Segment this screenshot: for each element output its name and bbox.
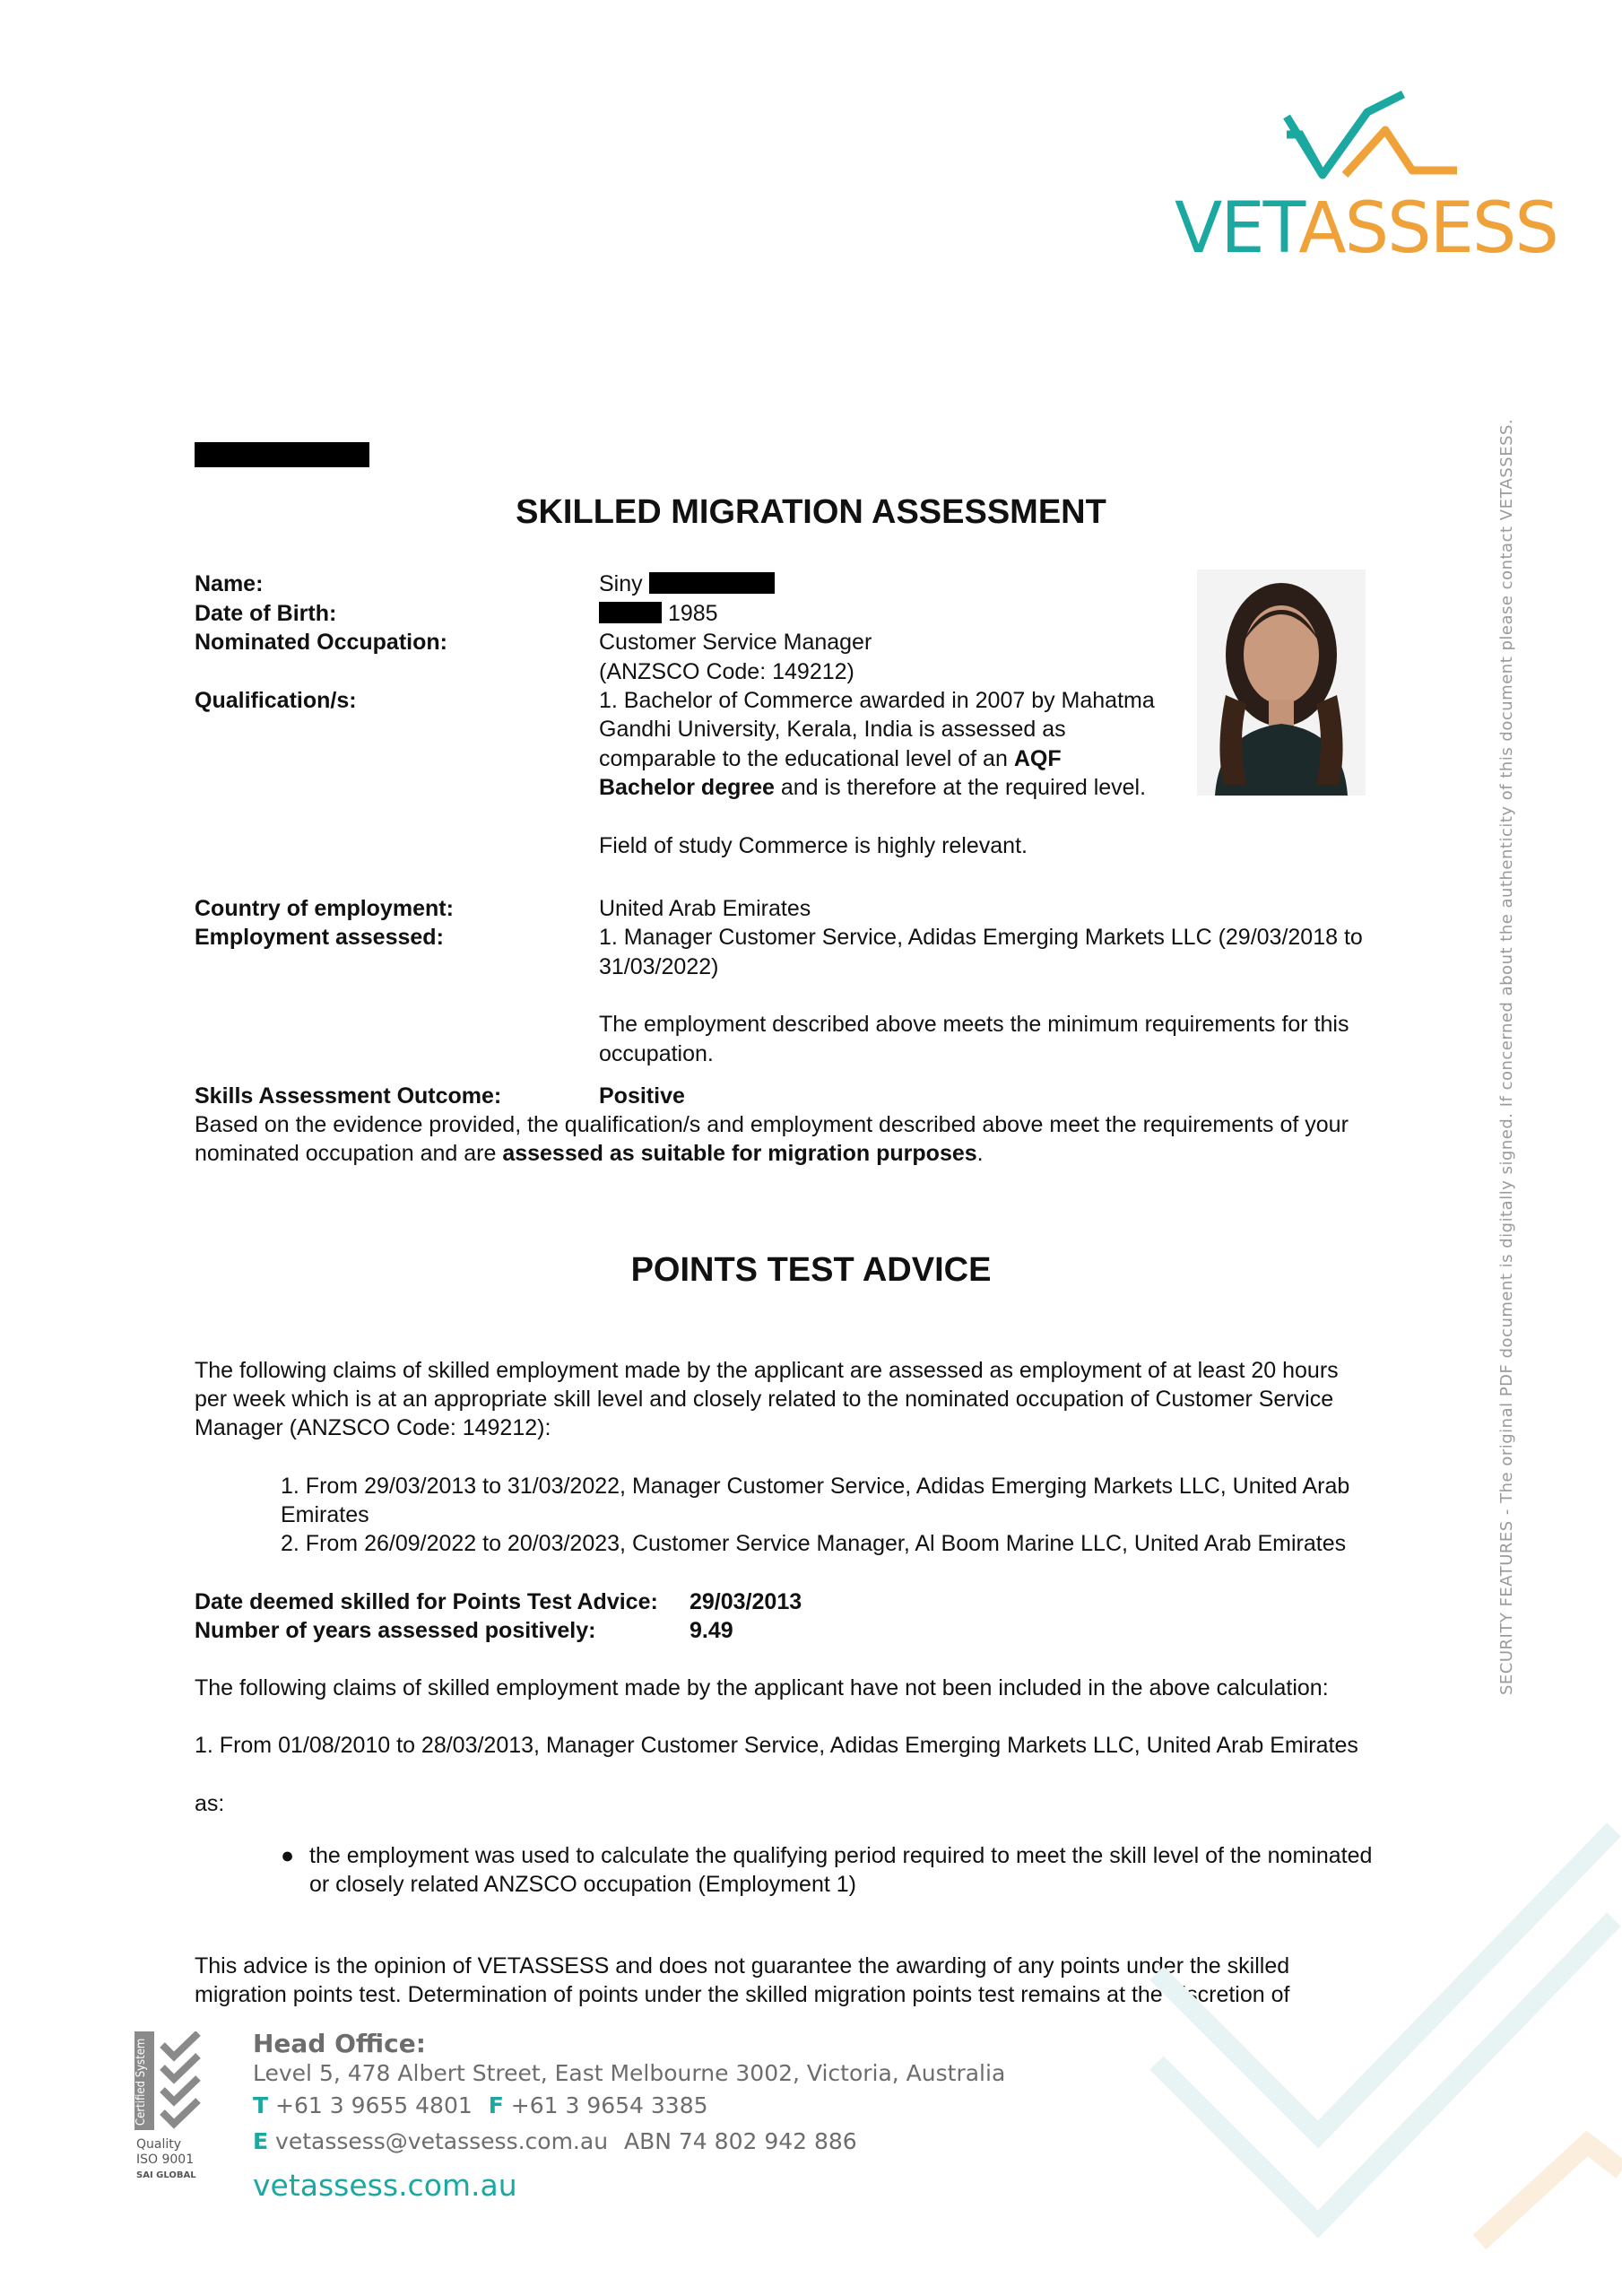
page-title: SKILLED MIGRATION ASSESSMENT	[516, 493, 1106, 531]
as-label: as:	[195, 1791, 225, 1816]
cert-label-3: ISO 9001	[136, 2152, 195, 2167]
points-intro-1: The following claims of skilled employment made by the applicant are assessed as employment of at least 20 hours	[195, 1358, 1339, 1383]
qualification-line-1: 1. Bachelor of Commerce awarded in 2007 by Mahatma	[599, 688, 1155, 713]
employment-line-1: 1. Manager Customer Service, Adidas Emerging Markets LLC (29/03/2018 to	[599, 925, 1363, 950]
years-value: 9.49	[690, 1618, 733, 1643]
outcome-label: Skills Assessment Outcome:	[195, 1083, 502, 1109]
footer-email-abn: E vetassess@vetassess.com.au ABN 74 802 942 886	[253, 2128, 857, 2154]
years-label: Number of years assessed positively:	[195, 1618, 596, 1643]
employment-line-2: 31/03/2022)	[599, 954, 719, 979]
points-item-1a: 1. From 29/03/2013 to 31/03/2022, Manager Customer Service, Adidas Emerging Markets LLC, United Arab	[281, 1474, 1350, 1499]
occupation-value-1: Customer Service Manager	[599, 630, 872, 655]
occupation-label: Nominated Occupation:	[195, 630, 447, 655]
date-deemed-value: 29/03/2013	[690, 1589, 802, 1614]
vetassess-logo	[1175, 90, 1557, 278]
employment-note-2: occupation.	[599, 1041, 714, 1066]
outcome-text-1: Based on the evidence provided, the qualification/s and employment described above meet the requirements of your	[195, 1112, 1349, 1137]
dob-label: Date of Birth:	[195, 601, 337, 626]
logo-check-icon	[1175, 90, 1533, 188]
date-deemed-label: Date deemed skilled for Points Test Advice:	[195, 1589, 658, 1614]
bullet-line-2: or closely related ANZSCO occupation (Employment 1)	[309, 1872, 856, 1897]
person-photo-icon	[1197, 570, 1366, 796]
outcome-text-2: nominated occupation and are assessed as suitable for migration purposes.	[195, 1141, 984, 1166]
points-item-2: 2. From 26/09/2022 to 20/03/2023, Customer Service Manager, Al Boom Marine LLC, United Arab Emirates	[281, 1531, 1347, 1556]
security-features-text: SECURITY FEATURES - The original PDF document is digitally signed. If concerned about the authenticity of this document please contact VETASSESS.	[1497, 418, 1516, 1695]
background-chevron-decoration	[1139, 1812, 1622, 2296]
footer-address: Level 5, 478 Albert Street, East Melbourne 3002, Victoria, Australia	[253, 2060, 1006, 2086]
qualification-line-2: Gandhi University, Kerala, India is assessed as	[599, 717, 1066, 742]
logo-text-assess: ASSESS	[1298, 188, 1557, 269]
logo-text-vet: VET	[1175, 188, 1299, 269]
footer-email-link[interactable]: vetassess@vetassess.com.au	[275, 2128, 609, 2154]
applicant-photo	[1197, 570, 1366, 796]
redacted-surname	[649, 572, 775, 594]
redacted-reference	[195, 442, 369, 467]
footer-phones: T +61 3 9655 4801 F +61 3 9654 3385	[253, 2092, 708, 2118]
quality-check-icon	[158, 2031, 212, 2130]
redacted-dob	[599, 602, 662, 623]
qualification-line-4: Bachelor degree and is therefore at the required level.	[599, 775, 1147, 800]
points-intro-2: per week which is at an appropriate skill level and closely related to the nominated occupation of Customer Service	[195, 1387, 1334, 1412]
points-intro-3: Manager (ANZSCO Code: 149212):	[195, 1415, 551, 1440]
name-label: Name:	[195, 571, 264, 596]
cert-label-4: SAI GLOBAL	[136, 2170, 196, 2180]
bullet-line-1: the employment was used to calculate the qualifying period required to meet the skill level of the nominated	[309, 1843, 1373, 1868]
outcome-value: Positive	[599, 1083, 685, 1109]
field-of-study: Field of study Commerce is highly relevant.	[599, 833, 1028, 858]
dob-value: 1985	[599, 599, 718, 629]
occupation-value-2: (ANZSCO Code: 149212)	[599, 659, 854, 684]
points-title: POINTS TEST ADVICE	[630, 1251, 992, 1289]
excluded-item: 1. From 01/08/2010 to 28/03/2013, Manager Customer Service, Adidas Emerging Markets LLC, United Arab Emirates	[195, 1733, 1358, 1758]
qualification-line-3: comparable to the educational level of an AQF	[599, 746, 1062, 771]
certification-badge	[134, 2031, 215, 2202]
cert-label-2: Quality	[136, 2137, 182, 2152]
footer-website-link[interactable]: vetassess.com.au	[253, 2168, 517, 2203]
employment-note-1: The employment described above meets the minimum requirements for this	[599, 1012, 1349, 1037]
advice-line-2: migration points test. Determination of points under the skilled migration points test remains at the discretion of	[195, 1982, 1290, 2007]
points-item-1b: Emirates	[281, 1502, 369, 1527]
employment-label: Employment assessed:	[195, 925, 444, 950]
advice-line-1: This advice is the opinion of VETASSESS and does not guarantee the awarding of any points under the skilled	[195, 1953, 1290, 1979]
name-value: Siny	[599, 570, 775, 599]
country-value: United Arab Emirates	[599, 896, 811, 921]
head-office-label: Head Office:	[253, 2029, 426, 2058]
qualification-label: Qualification/s:	[195, 688, 357, 713]
cert-label-1: Certified System	[134, 2038, 148, 2126]
country-label: Country of employment:	[195, 896, 454, 921]
excluded-intro: The following claims of skilled employment made by the applicant have not been included in the above calculation:	[195, 1675, 1329, 1700]
bullet-dot: ●	[281, 1843, 295, 1868]
